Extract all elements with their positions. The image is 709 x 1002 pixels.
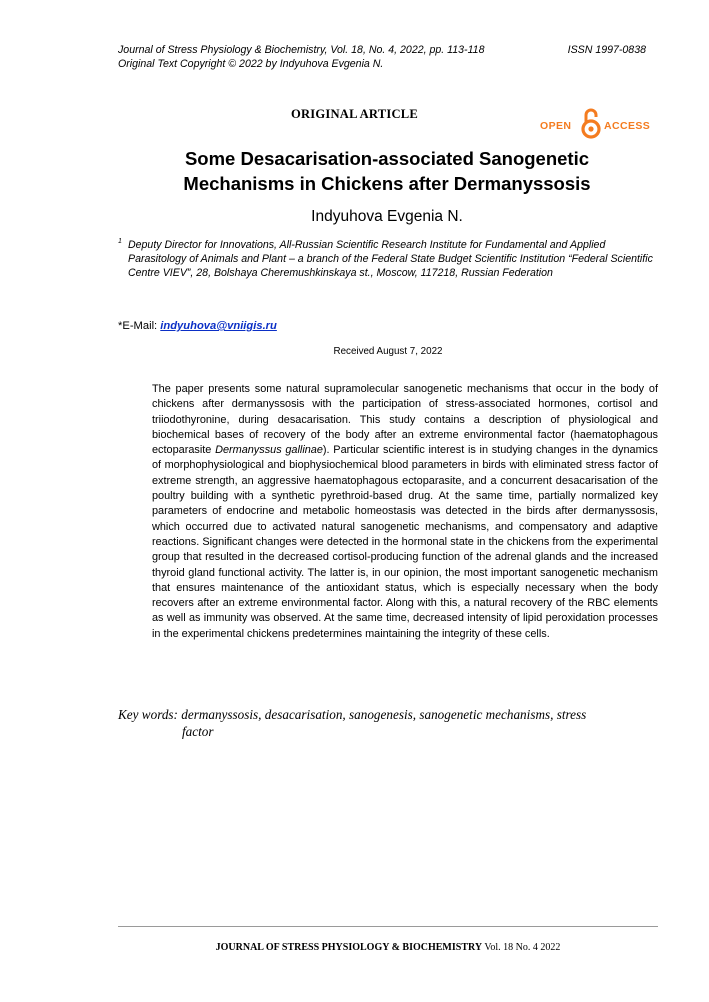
footer-volume: Vol. 18 No. 4 2022 [484,942,561,953]
keywords-line-2: factor [182,724,214,739]
email-link[interactable]: indyuhova@vniigis.ru [160,320,277,332]
open-access-logo [540,107,650,139]
open-access-access-text: ACCESS [604,120,651,132]
title-line-1: Some Desacarisation-associated Sanogenetic [184,148,590,169]
footer-journal: JOURNAL OF STRESS PHYSIOLOGY & BIOCHEMISTRY [215,942,483,953]
affiliation [118,238,663,281]
abstract-text-start: The paper presents some natural supramolecular sanogenetic mechanisms that occur in the body of chickens after dermanyssosis with the participation of stress-associated hormones, cortisol and triiodothyronine, during desacarisation. This study contains a description of physiological and biochemical bases of recovery of the body after an extreme environmental factor (haematophagous ectoparasite [152,383,658,457]
footer-divider [118,926,658,927]
keywords-line-1: dermanyssosis, desacarisation, sanogenesis, sanogenetic mechanisms, stress [181,707,587,722]
received-date: Received August 7, 2022 [333,346,443,357]
article-title [0,146,709,196]
author-name: Indyuhova Evgenia N. [311,208,463,225]
open-lock-icon [580,107,602,139]
article-type: ORIGINAL ARTICLE [291,107,418,121]
affiliation-marker: 1 [118,238,122,245]
copyright-line: Original Text Copyright © 2022 by Indyuhova Evgenia N. [118,58,384,70]
abstract [152,382,658,642]
keywords-label: Key words: [118,707,178,722]
abstract-text-end: ). Particular scientific interest is in studying changes in the dynamics of morphophysiological and biophysiochemical blood parameters in birds with eliminated stress factor of extreme strength, an aggressive haematophagous ectoparasite, and a concurrent desacarisation of the poultry building with a synthetic pyrethroid-based drug. At the same time, partially normalized key parameters of endocrine and metabolic homeostasis was detected in the birds after dermanyssosis, which occurred due to activated natural sanogenetic mechanisms, and compensatory and adaptive reactions. Significant changes were detected in the hormonal state in the chickens from the experimental group that resulted in the decreased cortisol-producing function of the adrenal glands and the increased thyroid gland functional activity. The latter is, in our opinion, the most important sanogenetic mechanism that ensures maintenance of the antioxidant status, which is especially necessary when the body recovers after an extreme environmental factor. Along with this, a natural recovery of the RBC elements as well as immunity was observed. At the same time, decreased intensity of lipid peroxidation processes in the experimental chickens predetermines maintaining the integrity of these cells. [152,444,658,640]
title-line-2: Mechanisms in Chickens after Dermanyssosis [183,173,591,194]
page-footer [0,942,709,953]
journal-citation: Journal of Stress Physiology & Biochemistry, Vol. 18, No. 4, 2022, pp. 113-118 [118,44,485,56]
running-header [118,43,658,71]
issn: ISSN 1997-0838 [567,44,646,56]
open-access-open-text: OPEN [540,120,572,132]
species-name: Dermanyssus gallinae [215,444,323,457]
email-line [118,320,277,332]
email-label: *E-Mail: [118,320,158,332]
affiliation-text: Deputy Director for Innovations, All-Russian Scientific Research Institute for Fundamental and Applied Parasitology of Animals and Plant – a branch of the Federal State Budget Scientific Institution “Federal Scientific Centre VIEV”, 28, Bolshaya Cheremushkinskaya st., Moscow, 117218, Russian Federation [128,239,653,280]
keywords [118,706,658,740]
